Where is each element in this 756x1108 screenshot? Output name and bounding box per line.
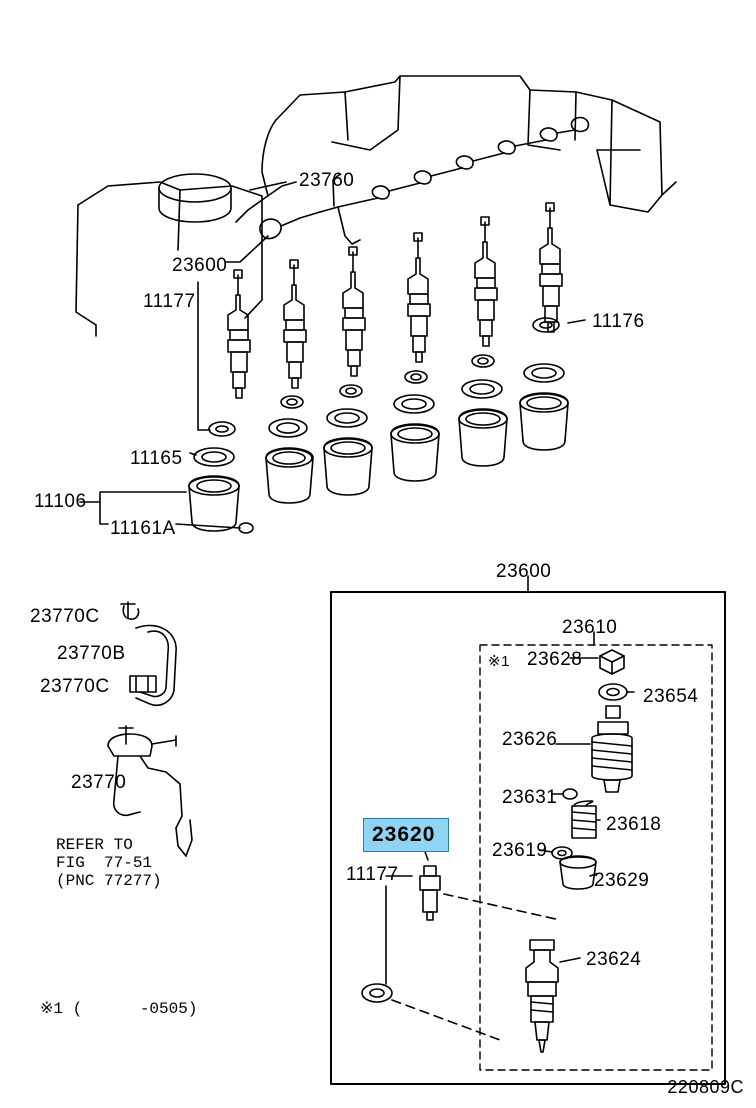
part-label-23624: 23624 [586,949,642,970]
highlighted-part-label: 23620 [372,823,436,846]
inset-title-23610: 23610 [562,617,618,638]
refer-note-line3: (PNC 77277) [56,872,162,890]
part-label-23770: 23770 [71,772,127,793]
highlighted-part-23620[interactable] [363,818,449,852]
part-label-23760: 23760 [299,170,355,191]
part-label-23600-top: 23600 [172,255,228,276]
inset-title-23600: 23600 [496,561,552,582]
part-label-23629: 23629 [594,870,650,891]
part-label-23628: 23628 [527,649,583,670]
part-label-23618: 23618 [606,814,662,835]
part-label-23626: 23626 [502,729,558,750]
footnote-mark: ※1 ( -0505) [40,1000,198,1018]
diagram-code: 220809C [667,1077,744,1097]
part-label-11161a: 11161A [110,518,176,539]
refer-note-line2: FIG 77-51 [56,854,153,872]
part-label-23770c-lower: 23770C [40,676,110,697]
part-label-23654: 23654 [643,686,699,707]
part-label-11106: 11106 [34,491,87,512]
part-label-23770c-upper: 23770C [30,606,100,627]
part-label-23770b: 23770B [57,643,126,664]
part-label-11176: 11176 [592,311,645,332]
part-label-23631: 23631 [502,787,558,808]
part-label-23619: 23619 [492,840,548,861]
refer-note-line1: REFER TO [56,836,133,854]
part-label-11177-top: 11177 [143,291,196,312]
part-label-11165: 11165 [130,448,183,469]
inset-footnote-mark: ※1 [488,653,510,670]
part-label-11177-inset: 11177 [346,864,399,885]
